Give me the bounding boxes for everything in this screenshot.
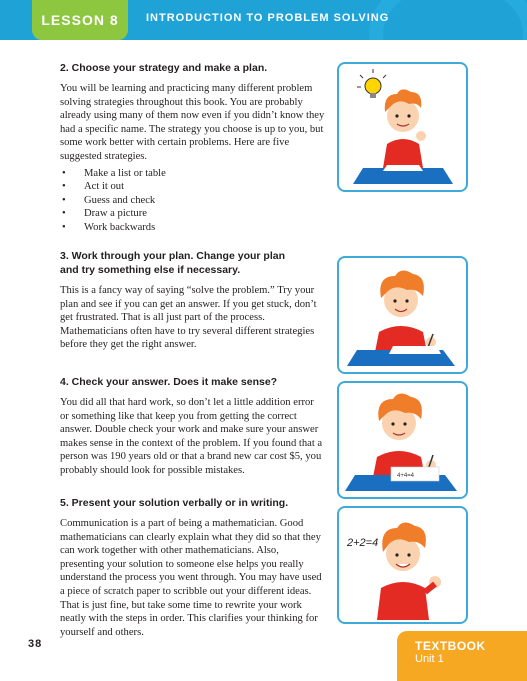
section-choose-strategy <box>60 61 325 235</box>
section-body: Communication is a part of being a mathematician. Good mathematicians can clearly explain what they did so that they can work together with other mathematicians. Also, presenting your solution to someone else helps you really understand the process you went through. You may have used a piece of scratch paper to scribble out your different ideas. That is just fine, but take some time to rewrite your work neatly with the steps in order. This clarifies your thinking for yourself and others. <box>60 518 322 638</box>
illustration-thinking-boy <box>337 62 468 192</box>
section-check-answer <box>60 375 325 478</box>
header-decoration <box>369 0 527 40</box>
section-body: You will be learning and practicing many different problem solving strategies throughout this book. You are probably already using many of them now even if you didn’t know they had a specific name. The strategy you choose is up to you, but some work better with certain problems. Here are five suggested strategies. <box>60 83 325 162</box>
equation-text: 2+2=4 <box>347 537 379 549</box>
heading-line: 3. Work through your plan. Change your plan <box>60 250 285 262</box>
section-work-plan <box>60 249 325 352</box>
illustration-checking-boy <box>337 381 468 499</box>
section-present-solution <box>60 496 325 639</box>
page-number: 38 <box>28 638 43 650</box>
illustration-working-boy <box>337 256 468 374</box>
lesson-header <box>0 0 527 40</box>
list-item: • Work backwards <box>60 221 325 235</box>
list-item: • Guess and check <box>60 194 325 208</box>
boy-figure <box>375 270 436 352</box>
unit-label: Unit 1 <box>415 653 444 665</box>
section-heading: 2. Choose your strategy and make a plan. <box>60 62 268 74</box>
illustration-presenting-boy <box>337 506 468 624</box>
list-item: • Draw a picture <box>60 207 325 221</box>
boy-figure <box>373 393 436 477</box>
section-heading: 4. Check your answer. Does it make sense? <box>60 376 278 388</box>
boy-figure <box>377 522 441 620</box>
lesson-tab: LESSON 8 <box>32 0 128 40</box>
boy-figure <box>383 89 426 168</box>
paper <box>389 346 441 354</box>
paper-note: 4+4=4 <box>397 473 415 479</box>
lesson-title: INTRODUCTION TO PROBLEM SOLVING <box>146 12 390 24</box>
strategy-list <box>60 167 325 235</box>
section-heading: 5. Present your solution verbally or in writing. <box>60 497 289 509</box>
textbook-tab <box>397 631 527 681</box>
section-body: You did all that hard work, so don’t let a little addition error or something like that keep you from getting the correct answer. Double check your work and make sure your answer makes sense in the context of the problem. If you found that a person was 190 years old or that a brand new car cost $5, you probably should look for possible mistakes. <box>60 397 323 476</box>
paper <box>383 165 423 171</box>
section-heading <box>60 249 325 277</box>
heading-line: and try something else if necessary. <box>60 264 241 276</box>
section-body: This is a fancy way of saying “solve the problem.” Try your plan and see if you can get an answer. If you get stuck, don’t get frustrated. That is all just part of the process. Mathematicians often have to try several different strategies before they get the right answer. <box>60 285 317 351</box>
list-item: • Act it out <box>60 180 325 194</box>
textbook-label: TEXTBOOK <box>415 639 486 653</box>
list-item: • Make a list or table <box>60 167 325 181</box>
lightbulb-icon <box>357 69 386 98</box>
